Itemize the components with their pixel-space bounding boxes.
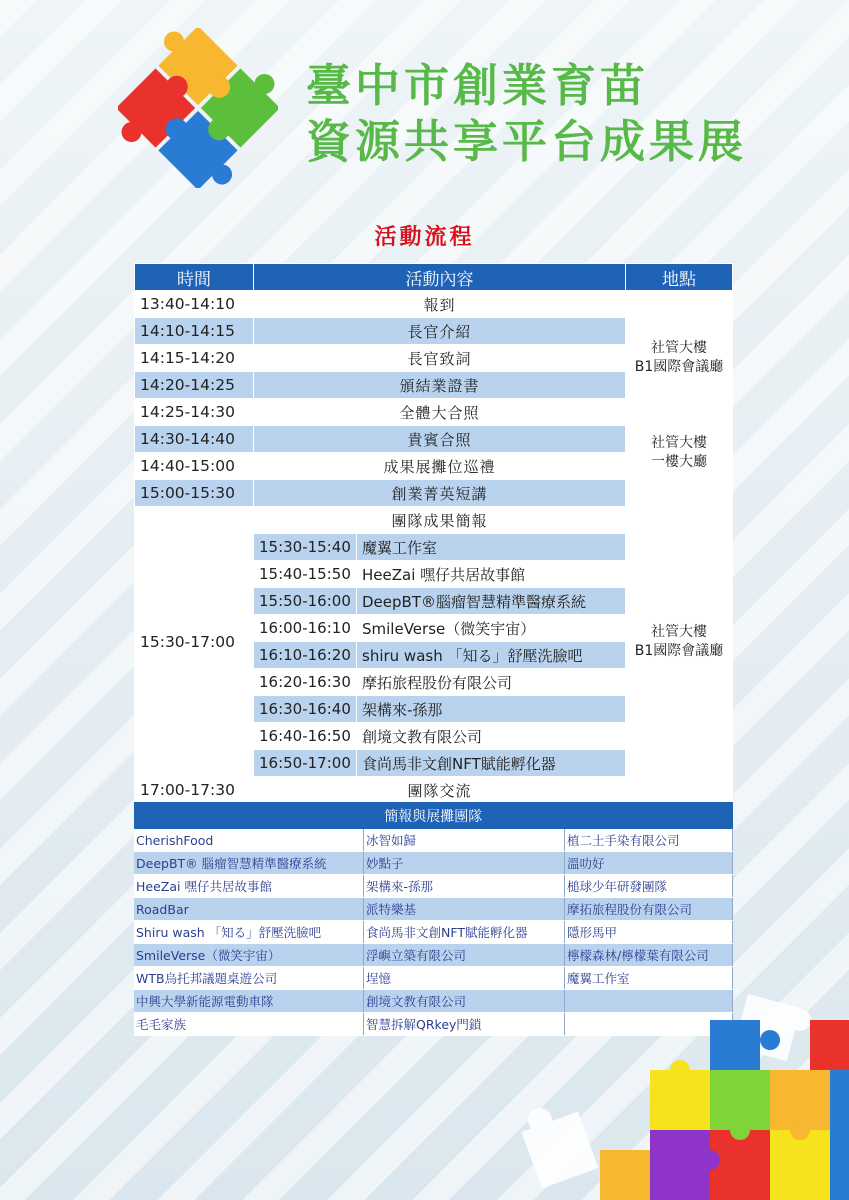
- table-row: [134, 921, 733, 944]
- sub-time-cell: 15:40-15:50: [254, 561, 357, 588]
- sub-time-cell: 16:30-16:40: [254, 696, 357, 723]
- sub-time-cell: 15:30-15:40: [254, 534, 357, 561]
- location-line: 社管大樓: [651, 340, 707, 356]
- schedule-table: [134, 263, 733, 804]
- sub-time-cell: 15:50-16:00: [254, 588, 357, 615]
- activity-cell: 頒結業證書: [254, 372, 626, 399]
- team-cell: RoadBar: [134, 898, 364, 921]
- location-cell: [626, 480, 733, 804]
- team-cell: 毛毛家族: [134, 1013, 364, 1036]
- sub-time-cell: 16:50-17:00: [254, 750, 357, 777]
- team-cell: 浮嶼立築有限公司: [364, 944, 565, 967]
- activity-cell: 創業菁英短講: [254, 480, 626, 507]
- location-line: B1國際會議廳: [634, 359, 724, 375]
- team-cell: 中興大學新能源電動車隊: [134, 990, 364, 1013]
- activity-cell: 長官致詞: [254, 345, 626, 372]
- sub-team-cell: 魔翼工作室: [357, 534, 626, 561]
- location-line: 社管大樓: [651, 623, 707, 640]
- team-cell: 檸檬森林/檸檬葉有限公司: [565, 944, 733, 967]
- time-cell: 13:40-14:10: [135, 291, 254, 318]
- team-cell: 冰智如歸: [364, 829, 565, 852]
- team-cell: 植二土手染有限公司: [565, 829, 733, 852]
- team-cell: HeeZai 嘿仔共居故事館: [134, 875, 364, 898]
- team-cell: 創境文教有限公司: [364, 990, 565, 1013]
- team-cell: 架構來-孫那: [364, 875, 565, 898]
- time-cell: 14:25-14:30: [135, 399, 254, 426]
- team-cell: 妙點子: [364, 852, 565, 875]
- sub-team-cell: shiru wash 「知る」舒壓洗臉吧: [357, 642, 626, 669]
- location-line: 社管大樓: [651, 434, 707, 451]
- schedule-heading: 活動流程: [374, 225, 475, 250]
- table-row: [135, 426, 733, 453]
- team-cell: DeepBT® 腦瘤智慧精準醫療系統: [134, 852, 364, 875]
- location-cell: [626, 291, 733, 426]
- puzzle-logo-icon: [118, 28, 278, 188]
- sub-team-cell: 摩拓旅程股份有限公司: [357, 669, 626, 696]
- activity-cell: 團隊交流: [254, 777, 626, 804]
- activity-cell: 貴賓合照: [254, 426, 626, 453]
- team-cell: 食尚馬非文創NFT賦能孵化器: [364, 921, 565, 944]
- table-row: [134, 898, 733, 921]
- table-row: [135, 291, 733, 318]
- time-cell: 15:00-15:30: [135, 480, 254, 507]
- sub-team-cell: DeepBT®腦瘤智慧精準醫療系統: [357, 588, 626, 615]
- team-cell: SmileVerse（微笑宇宙）: [134, 944, 364, 967]
- table-row: [134, 875, 733, 898]
- sub-time-cell: 16:10-16:20: [254, 642, 357, 669]
- team-cell: 埕憶: [364, 967, 565, 990]
- column-header-time: 時間: [135, 264, 254, 291]
- team-cell: 智慧拆解QRkey門鎖: [364, 1013, 565, 1036]
- location-line: 一樓大廳: [651, 453, 707, 470]
- sub-team-cell: HeeZai 嘿仔共居故事館: [357, 561, 626, 588]
- team-cell: 隱形馬甲: [565, 921, 733, 944]
- puzzle-decoration-icon: [500, 980, 849, 1200]
- team-cell: Shiru wash 「知る」舒壓洗臉吧: [134, 921, 364, 944]
- activity-cell: 全體大合照: [254, 399, 626, 426]
- title-line-1: 臺中市創業育苗: [306, 59, 650, 112]
- time-cell: 14:20-14:25: [135, 372, 254, 399]
- sub-team-cell: 食尚馬非文創NFT賦能孵化器: [357, 750, 626, 777]
- column-header-activity: 活動內容: [254, 264, 626, 291]
- team-cell: WTB烏托邦議題桌遊公司: [134, 967, 364, 990]
- sub-time-cell: 16:40-16:50: [254, 723, 357, 750]
- sub-team-cell: 創境文教有限公司: [357, 723, 626, 750]
- team-cell: 魔翼工作室: [565, 967, 733, 990]
- time-cell: 14:30-14:40: [135, 426, 254, 453]
- teams-header-row: [134, 802, 733, 829]
- sub-time-cell: 16:00-16:10: [254, 615, 357, 642]
- activity-cell: 長官介紹: [254, 318, 626, 345]
- time-cell: 15:30-17:00: [135, 507, 254, 777]
- teams-header: 簡報與展攤團隊: [134, 802, 733, 829]
- table-row: [135, 480, 733, 507]
- sub-time-cell: 16:20-16:30: [254, 669, 357, 696]
- table-row: [134, 829, 733, 852]
- time-cell: 14:10-14:15: [135, 318, 254, 345]
- team-cell: 溫叻好: [565, 852, 733, 875]
- location-line: B1國際會議廳: [634, 642, 724, 659]
- time-cell: 17:00-17:30: [135, 777, 254, 804]
- location-cell: [626, 426, 733, 480]
- table-row: [134, 944, 733, 967]
- column-header-location: 地點: [626, 264, 733, 291]
- sub-team-cell: 架構來-孫那: [357, 696, 626, 723]
- team-cell: 摩拓旅程股份有限公司: [565, 898, 733, 921]
- team-cell: 派特樂基: [364, 898, 565, 921]
- title-line-2: 資源共享平台成果展: [306, 115, 748, 168]
- activity-cell: 報到: [254, 291, 626, 318]
- schedule-header-row: [135, 264, 733, 291]
- sub-team-cell: SmileVerse（微笑宇宙）: [357, 615, 626, 642]
- activity-cell: 成果展攤位巡禮: [254, 453, 626, 480]
- time-cell: 14:40-15:00: [135, 453, 254, 480]
- team-cell: CherishFood: [134, 829, 364, 852]
- team-cell: 槌球少年研發團隊: [565, 875, 733, 898]
- time-cell: 14:15-14:20: [135, 345, 254, 372]
- table-row: [134, 852, 733, 875]
- event-title: [306, 58, 747, 170]
- activity-cell: 團隊成果簡報: [254, 507, 626, 534]
